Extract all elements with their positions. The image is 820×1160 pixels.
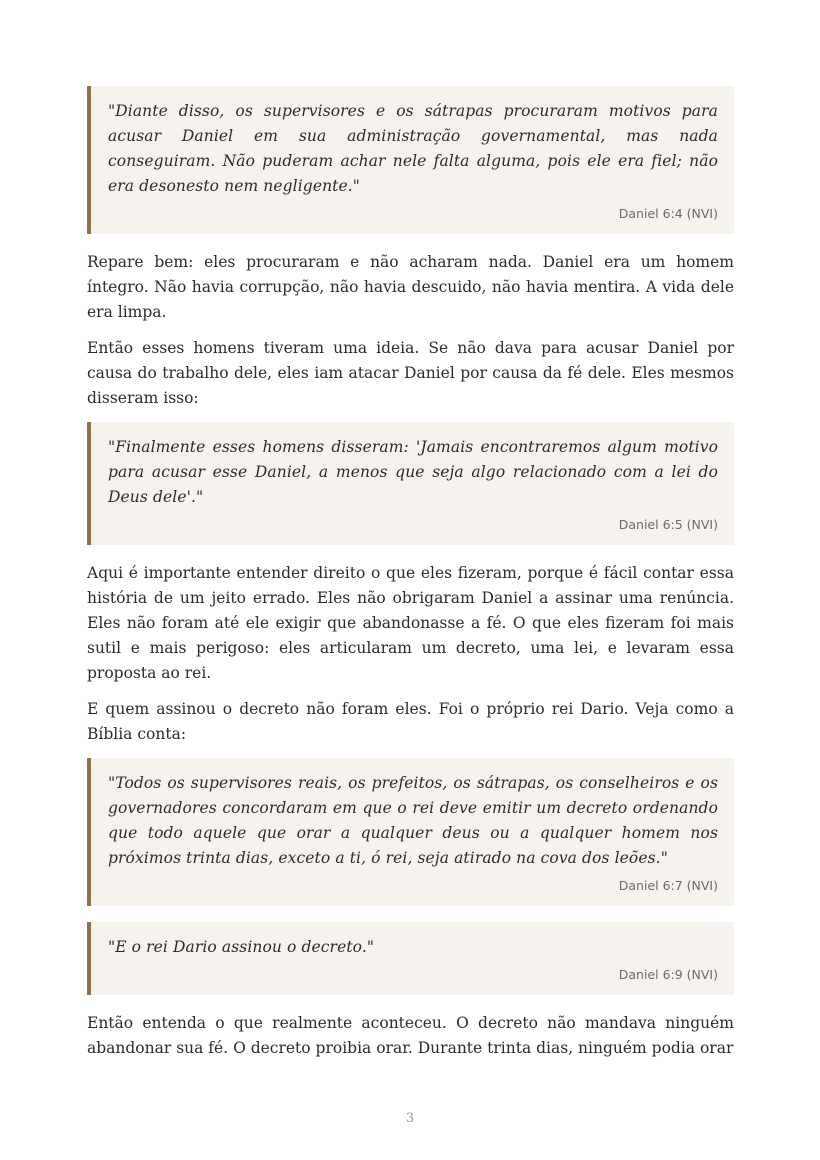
quote-text: "Todos os supervisores reais, os prefeitos, os sátrapas, os conselheiros e os governadores concordaram em que o rei deve emitir um decreto ordenando que todo aquele que orar a qualquer deus ou a qualquer homem nos próximos trinta dias, exceto a ti, ó rei, seja atirado na cova dos leões." [108,774,718,867]
paragraph: E quem assinou o decreto não foram eles. Foi o próprio rei Dario. Veja como a Bíblia conta: [87,700,734,743]
page-content [87,86,734,1072]
page-number: 3 [405,1111,415,1126]
quote-text: "E o rei Dario assinou o decreto." [108,938,375,956]
paragraph: Aqui é importante entender direito o que eles fizeram, porque é fácil contar essa história de um jeito errado. Eles não obrigaram Daniel a assinar uma renúncia. Eles não foram até ele exigir que abandonasse a fé. O que eles fizeram foi mais sutil e mais perigoso: eles articularam um decreto, uma lei, e levaram essa proposta ao rei. [87,564,734,682]
quote-reference: Daniel 6:9 (NVI) [618,967,718,982]
quote-reference: Daniel 6:7 (NVI) [618,878,718,893]
quote-reference: Daniel 6:4 (NVI) [618,206,718,221]
paragraph: Então entenda o que realmente aconteceu. O decreto não mandava ninguém abandonar sua fé. O decreto proibia orar. Durante trinta dias, ninguém podia orar [87,1014,734,1057]
paragraph: Então esses homens tiveram uma ideia. Se não dava para acusar Daniel por causa do trabalho dele, eles iam atacar Daniel por causa da fé dele. Eles mesmos disseram isso: [87,339,734,407]
scripture-quote [87,86,734,234]
scripture-quote [87,922,734,995]
quote-text: "Diante disso, os supervisores e os sátrapas procuraram motivos para acusar Daniel em sua administração governamental, mas nada conseguiram. Não puderam achar nele falta alguma, pois ele era fiel; não era desonesto nem negligente." [108,102,718,195]
quote-text: "Finalmente esses homens disseram: 'Jamais encontraremos algum motivo para acusar esse Daniel, a menos que seja algo relacionado com a lei do Deus dele'." [108,438,718,506]
scripture-quote [87,758,734,906]
scripture-quote [87,422,734,545]
quote-reference: Daniel 6:5 (NVI) [618,517,718,532]
paragraph: Repare bem: eles procuraram e não acharam nada. Daniel era um homem íntegro. Não havia corrupção, não havia descuido, não havia mentira. A vida dele era limpa. [87,253,734,321]
